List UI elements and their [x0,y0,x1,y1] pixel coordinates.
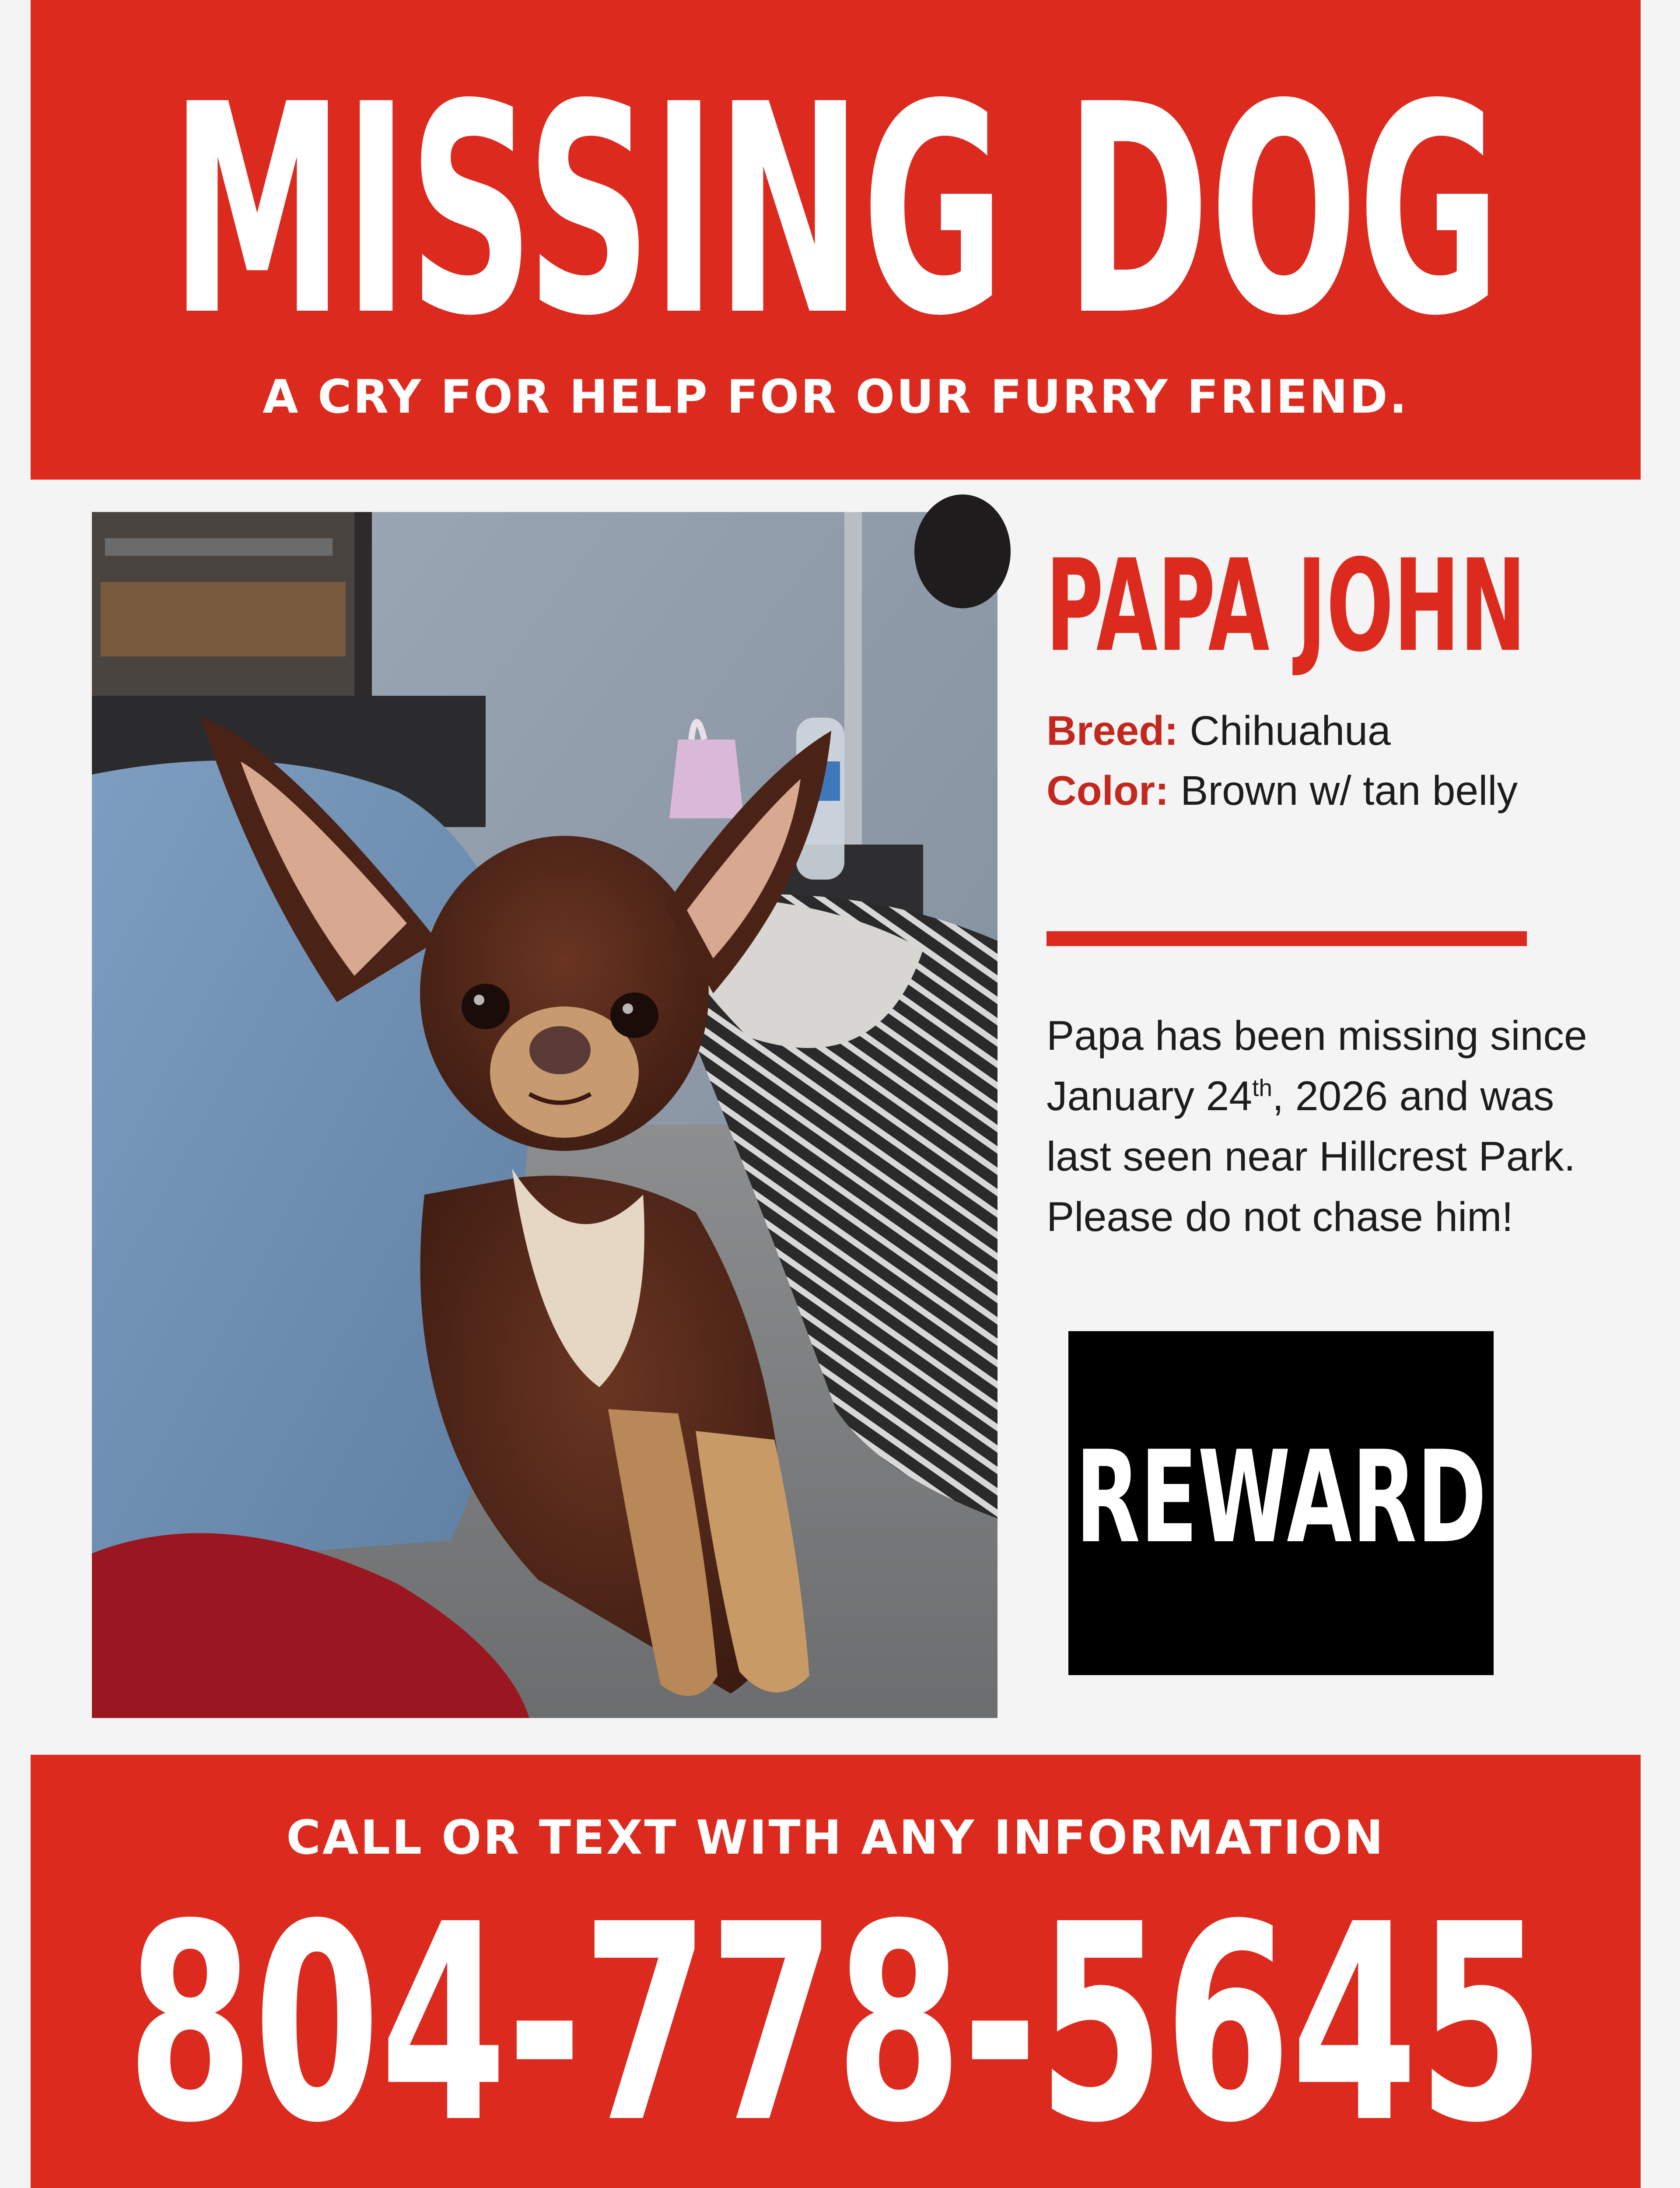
breed-line [1046,701,1563,761]
top-banner [31,0,1641,480]
breed-value: Chihuahua [1190,708,1391,754]
bottom-banner [31,1755,1641,2188]
color-value: Brown w/ tan belly [1180,768,1518,814]
color-label: Color: [1046,768,1169,814]
dog-details [1046,701,1563,821]
tagline: A CRY FOR HELP FOR OUR FURRY FRIEND. [262,370,1409,424]
story-text-start: Papa has been missing since January 24 [1046,1013,1587,1119]
dog-name [1046,533,1540,680]
breed-label: Breed: [1046,708,1178,754]
missing-story [1046,1006,1598,1247]
dog-name-text: PAPA JOHN [1046,533,1526,680]
divider [1046,931,1527,946]
phone-number [31,1867,1641,2182]
call-to-action: CALL OR TEXT WITH ANY INFORMATION [286,1811,1385,1865]
color-line [1046,761,1563,821]
reward-label: REWARD [1075,1424,1487,1571]
dog-photo [92,512,998,1718]
story-ordinal: th [1252,1074,1272,1101]
headline [31,42,1641,379]
phone-number-text: 804-778-5645 [127,1867,1544,2182]
story-text-end: , 2026 and was last seen near Hillcrest Park. Please do not chase him! [1046,1073,1576,1240]
headline-text: MISSING DOG [171,42,1501,379]
reward-box [1068,1331,1494,1675]
